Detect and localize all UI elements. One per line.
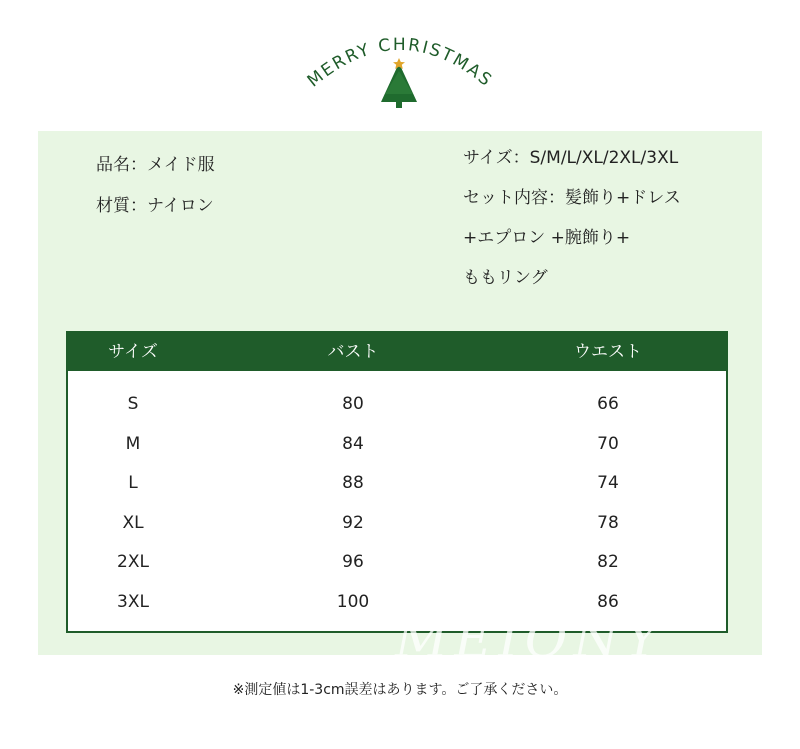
cell-waist: 70 xyxy=(597,433,619,454)
cell-size: M xyxy=(125,433,141,454)
cell-bust: 96 xyxy=(342,552,364,572)
table-row xyxy=(68,543,726,583)
cell-size: S xyxy=(127,394,139,414)
watermark: MEIONY xyxy=(395,610,666,670)
header-graphic xyxy=(0,0,800,120)
cell-size: 2XL xyxy=(117,552,149,572)
material: 材質：ナイロン xyxy=(96,196,214,216)
table-row xyxy=(68,425,726,465)
cell-bust: 100 xyxy=(336,591,370,612)
christmas-tree-icon xyxy=(381,58,417,108)
set-contents: セット内容：髪飾り+ドレス xyxy=(463,188,681,208)
table-row xyxy=(68,504,726,544)
cell-bust: 88 xyxy=(342,473,364,493)
cell-size: XL xyxy=(122,512,144,533)
sizes-available: サイズ：S/M/L/XL/2XL/3XL xyxy=(463,148,679,168)
cell-waist: 82 xyxy=(597,552,619,572)
cell-waist: 86 xyxy=(597,591,619,612)
product-name: 品名：メイド服 xyxy=(96,155,215,175)
cell-bust: 80 xyxy=(342,394,364,414)
set-info xyxy=(463,144,681,304)
cell-waist: 78 xyxy=(597,512,619,533)
info-panel xyxy=(38,131,762,655)
table-header xyxy=(68,333,726,371)
table-body xyxy=(68,385,726,622)
header-bust: バスト xyxy=(327,342,379,362)
table-row xyxy=(68,385,726,425)
merry-christmas-title: MERRY CHRISTMAS xyxy=(303,34,497,92)
cell-bust: 84 xyxy=(342,433,364,454)
table-row xyxy=(68,464,726,504)
cell-waist: 66 xyxy=(597,394,619,414)
set-contents-cont: +エプロン +腕飾り+ xyxy=(463,228,631,248)
product-info xyxy=(96,151,215,233)
cell-waist: 74 xyxy=(597,473,619,493)
size-table xyxy=(66,331,728,633)
header-waist: ウエスト xyxy=(574,342,642,362)
cell-size: 3XL xyxy=(117,591,149,612)
header xyxy=(0,0,800,120)
cell-bust: 92 xyxy=(342,512,364,533)
set-contents-cont2: ももリング xyxy=(463,268,548,288)
measurement-note: ※測定値は1-3cm誤差はあります。ご了承ください。 xyxy=(232,682,568,698)
header-size: サイズ xyxy=(108,342,158,362)
cell-size: L xyxy=(128,473,138,493)
